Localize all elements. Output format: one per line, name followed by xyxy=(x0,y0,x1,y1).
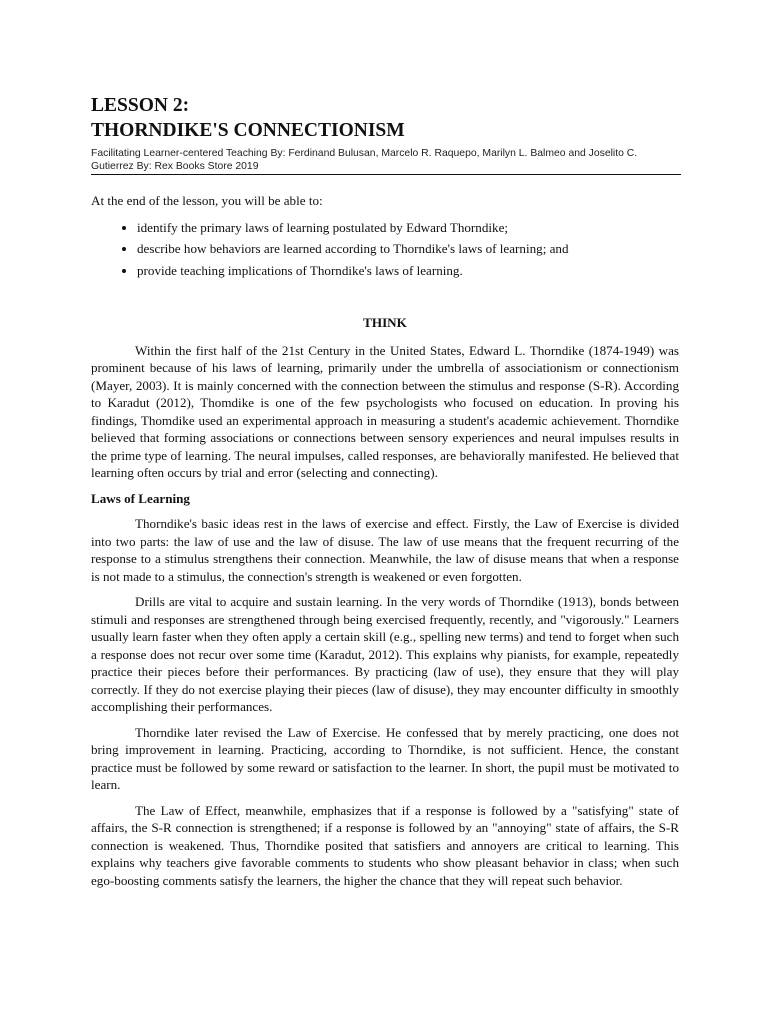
objectives-list xyxy=(91,219,679,280)
lesson-name: THORNDIKE'S CONNECTIONISM xyxy=(91,120,405,141)
lesson-header xyxy=(91,93,681,175)
objectives-intro: At the end of the lesson, you will be able to: xyxy=(91,193,323,208)
laws-paragraph: Thorndike later revised the Law of Exercise. He confessed that by merely practicing, one does not bring improvement in learning. Practicing, according to Thorndike, is not sufficient. Hence, the constant practice must be followed by some reward or satisfaction to the learner. In short, the pupil must be motivated to learn. xyxy=(91,724,679,792)
think-paragraph: Within the first half of the 21st Century in the United States, Edward L. Thorndike (1874-1949) was prominent because of his laws of learning, primarily under the umbrella of associationism or connectionism (Mayer, 2003). It is mainly concerned with the connection between the stimulus and response (S-R). According to Karadut (2012), Thomdike is one of the few psychologists who focused on education. In proving his findings, Thomdike used an experimental approach in measuring a student's academic achievement. Thorndike believed that forming associations or connections between sensory experiences and neural impulses results in the prime type of learning. The neural impulses, called responses, are behaviorally manifested. He believed that learning often occurs by trial and error (selecting and connecting). xyxy=(91,342,679,480)
think-heading: THINK xyxy=(363,315,407,330)
list-item: • describe how behaviors are learned according to Thorndike's laws of learning; and xyxy=(137,240,679,258)
laws-paragraph: The Law of Effect, meanwhile, emphasizes that if a response is followed by a "satisfying" state of affairs, the S-R connection is strengthened; if a response is followed by an "annoying" state of affairs, the S-R connection is weakened. Thus, Thorndike posited that satisfiers and annoyers are critical to learning. This explains why teachers give favorable comments to students who show pleasant behavior in class; when such ego-boosting comments satisfy the learners, the higher the chance that they will repeat such behavior. xyxy=(91,802,679,888)
lesson-title xyxy=(91,93,681,143)
laws-paragraph: Drills are vital to acquire and sustain learning. In the very words of Thorndike (1913), bonds between stimuli and responses are strengthened through being exercised frequently, recently, and "vigorously." Learners usually learn faster when they often apply a certain skill (e.g., spelling new terms) and tend to forget when such a response does not recur over some time (Karadut, 2012). This explains why pianists, for example, repeatedly practice their pieces before their performances. By practicing (law of use), they ensure that they will play correctly. If they do not exercise playing their pieces (law of disuse), they may encounter difficulty in smoothly accomplishing their performances. xyxy=(91,594,679,714)
laws-paragraph: Thorndike's basic ideas rest in the laws of exercise and effect. Firstly, the Law of Exercise is divided into two parts: the law of use and the law of disuse. The law of use means that the frequent recurring of the response to a stimulus strengthens their connection. Meanwhile, the law of disuse means that when a response is not made to a stimulus, the connection's strength is weakened or even forgotten. xyxy=(91,516,679,584)
list-item: • identify the primary laws of learning postulated by Edward Thorndike; xyxy=(137,219,679,237)
lesson-number: LESSON 2: xyxy=(91,95,190,116)
lesson-body xyxy=(91,192,679,889)
list-item: • provide teaching implications of Thorndike's laws of learning. xyxy=(137,262,679,280)
source-credit: Facilitating Learner-centered Teaching By: Ferdinand Bulusan, Marcelo R. Raquepo, Marilyn L. Balmeo and Joselito C. Gutierrez By: Rex Books Store 2019 xyxy=(91,147,681,175)
laws-heading: Laws of Learning xyxy=(91,490,190,506)
